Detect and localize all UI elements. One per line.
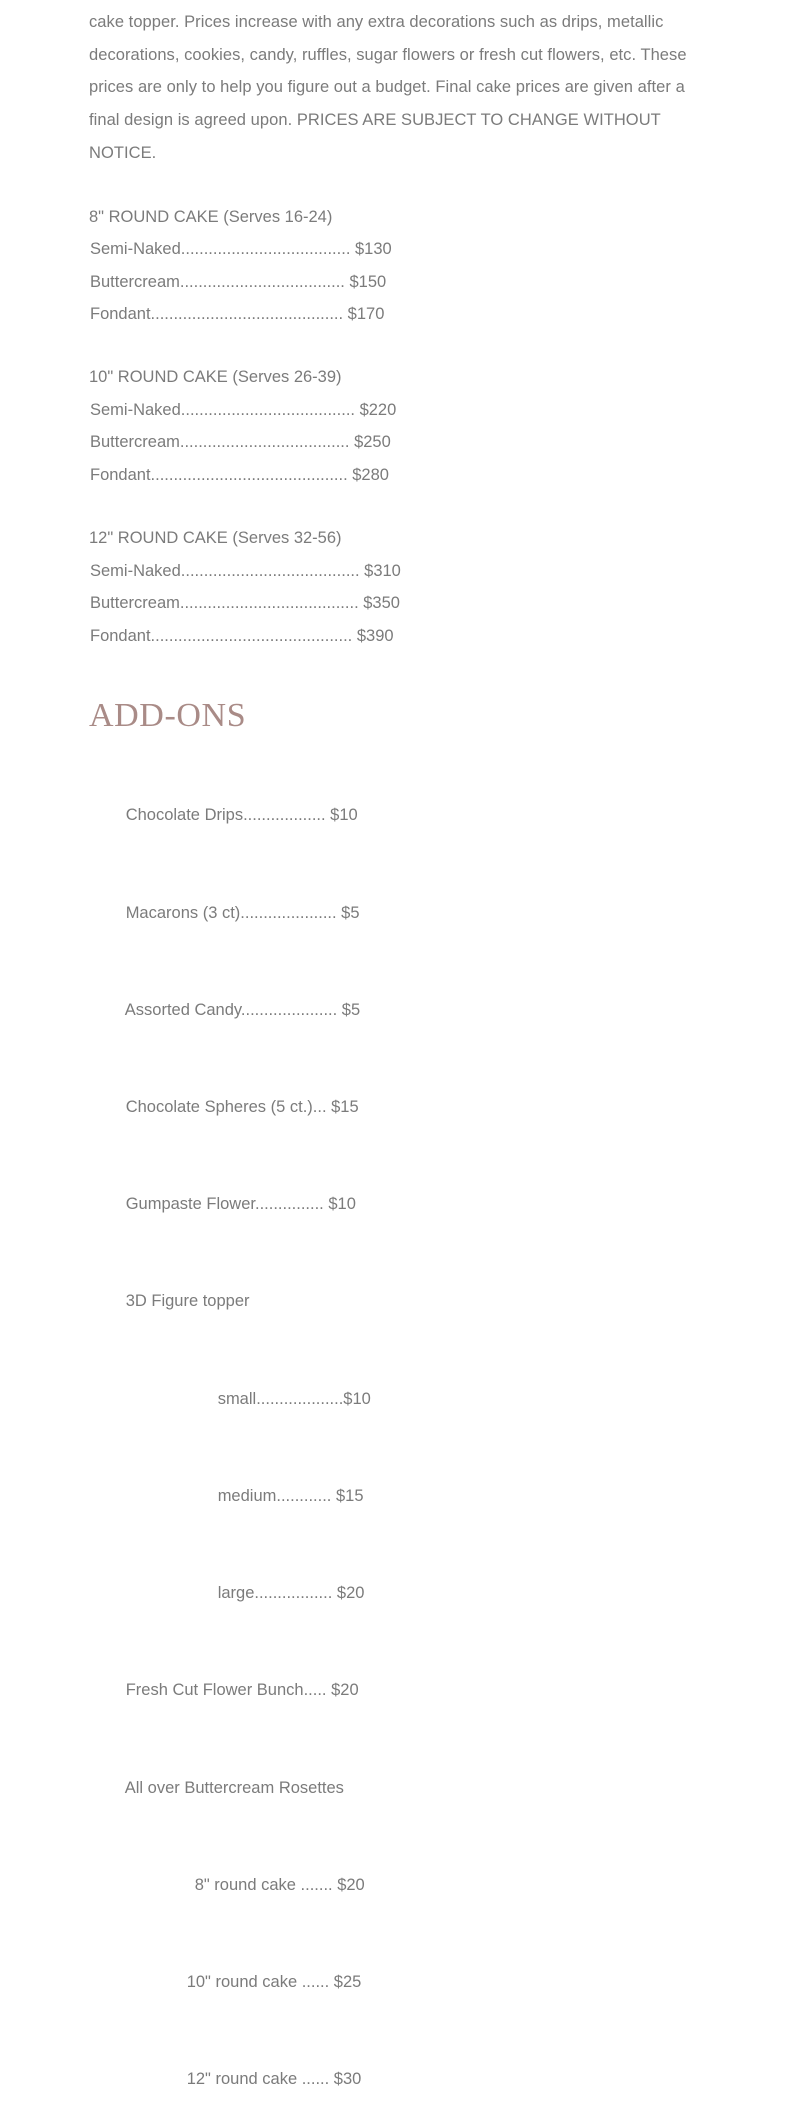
addon-line-text: Chocolate Spheres (5 ct.)... $15 [125, 1098, 359, 1117]
price-line-semi-naked: Semi-Naked....................................... $310 [90, 561, 401, 580]
addon-line-text: 8" round cake ....... $20 [194, 1875, 365, 1894]
section-spacer [89, 330, 699, 361]
price-line-fondant: Fondant............................................ $390 [90, 626, 394, 645]
addon-item-macarons [89, 864, 699, 961]
price-line-fondant: Fondant.......................................... $170 [90, 304, 385, 323]
addon-line-text: small...................$10 [217, 1389, 371, 1408]
cake-group-8-inch [89, 201, 699, 331]
price-line-semi-naked: Semi-Naked..................................... $130 [90, 240, 392, 259]
addon-item-assorted-candy [89, 961, 699, 1058]
cake-group-title: 12" ROUND CAKE (Serves 32-56) [89, 529, 342, 548]
price-line-buttercream: Buttercream....................................... $350 [90, 594, 400, 613]
price-line-fondant: Fondant........................................... $280 [90, 465, 389, 484]
section-spacer [89, 170, 699, 201]
addon-line-text: Gumpaste Flower............... $10 [125, 1195, 356, 1214]
section-spacer [89, 491, 699, 522]
addon-line-text: 10" round cake ...... $25 [186, 1972, 362, 1991]
addon-line-text: Macarons (3 ct)..................... $5 [125, 903, 360, 922]
addons-list [89, 767, 699, 2128]
addon-subitem-3d-topper-large [89, 1545, 699, 1642]
cake-group-title: 10" ROUND CAKE (Serves 26-39) [89, 368, 342, 387]
addon-item-gumpaste-flower [89, 1156, 699, 1253]
intro-paragraph: cake topper. Prices increase with any extra decorations such as drips, metallic decorations, cookies, candy, ruffles, sugar flowers or fresh cut flowers, etc. These prices are only to help you figure out a budget. Final cake prices are given after a final design is agreed upon. PRICES ARE SUBJECT TO CHANGE WITHOUT NOTICE. [89, 13, 687, 162]
document-content-column [89, 0, 699, 2128]
price-line-buttercream: Buttercream..................................... $250 [90, 433, 391, 452]
addon-line-text: 3D Figure topper [125, 1292, 250, 1311]
addon-subitem-3d-topper-small [89, 1350, 699, 1447]
addon-subitem-3d-topper-medium [89, 1447, 699, 1544]
addon-subitem-rosettes-10-inch [89, 1934, 699, 2031]
addon-subitem-rosettes-12-inch [89, 2031, 699, 2128]
cake-group-title: 8" ROUND CAKE (Serves 16-24) [89, 207, 333, 226]
page-title-add-ons: ADD-ONS [89, 696, 247, 734]
addon-line-text: Fresh Cut Flower Bunch..... $20 [125, 1681, 359, 1700]
addon-item-chocolate-spheres [89, 1059, 699, 1156]
addon-line-text: Chocolate Drips.................. $10 [125, 806, 358, 825]
addon-line-text: 12" round cake ...... $30 [186, 2070, 362, 2089]
addon-item-fresh-cut-flower-bunch [89, 1642, 699, 1739]
addon-subitem-rosettes-8-inch [89, 1836, 699, 1933]
cake-group-10-inch [89, 361, 699, 491]
section-spacer [89, 736, 699, 767]
addon-item-all-over-buttercream-rosettes [89, 1739, 699, 1836]
addon-line-text: Assorted Candy..................... $5 [124, 1000, 361, 1019]
addon-line-text: All over Buttercream Rosettes [124, 1778, 344, 1797]
addon-line-text: large................. $20 [217, 1584, 365, 1603]
price-line-buttercream: Buttercream.................................... $150 [90, 272, 387, 291]
price-line-semi-naked: Semi-Naked...................................... $220 [90, 400, 397, 419]
addon-item-3d-figure-topper [89, 1253, 699, 1350]
section-spacer [89, 652, 699, 696]
addon-line-text: medium............ $15 [217, 1486, 364, 1505]
cake-group-12-inch [89, 522, 699, 652]
addon-item-chocolate-drips [89, 767, 699, 864]
